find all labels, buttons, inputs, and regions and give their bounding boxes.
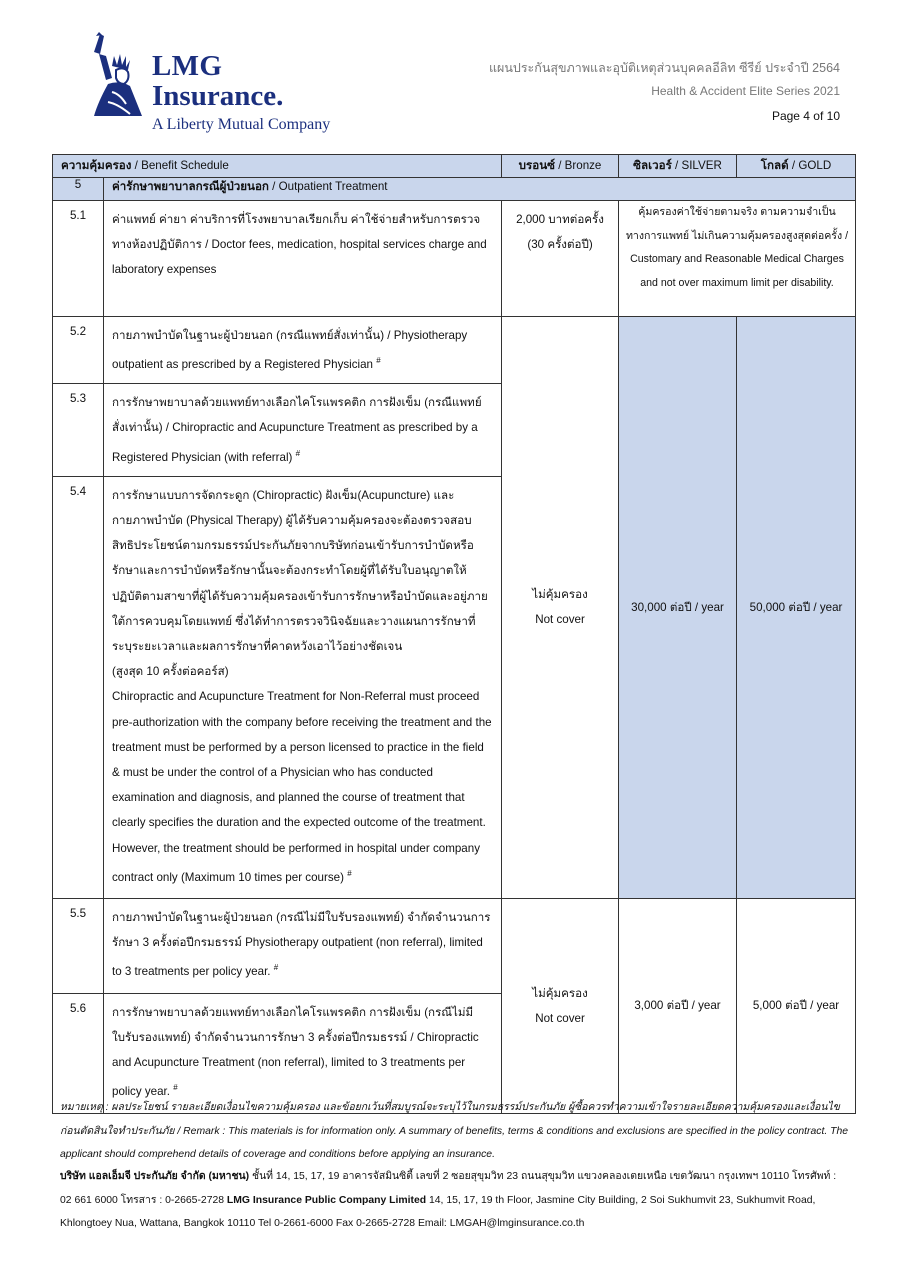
- row-text: กายภาพบำบัดในฐานะผู้ป่วยนอก (กรณีแพทย์สั่งเท่านั้น) / Physiotherapy outpatient as prescribed by a Registered Physician: [112, 329, 468, 372]
- row-description: [104, 384, 502, 476]
- header-benefit: [53, 155, 502, 178]
- header-silver-thai: ซิลเวอร์: [633, 159, 672, 172]
- row-mark: #: [295, 448, 301, 458]
- header-silver-english: / SILVER: [671, 159, 722, 172]
- bronze-value: [502, 201, 619, 317]
- row-text: Chiropractic and Acupuncture Treatment for Non-Referral must proceed pre-authorization with the company before receiving the treatment and the treatment must be performed by a person licensed to practice in the field & must be under the control of a Physician who has conducted examination and diagnosis, and planned the course of treatment that clearly specifies the duration and the expected outcome of the treatment. However, the treatment should be performed in hospital under company contract only (Maximum 10 times per course): [112, 690, 492, 884]
- row-mark: #: [273, 963, 279, 973]
- plan-title-thai: แผนประกันสุขภาพและอุบัติเหตุส่วนบุคคลอีลิท ซีรีย์ ประจำปี 2564: [488, 61, 840, 75]
- header-gold-thai: โกลด์: [760, 159, 789, 172]
- row-description: [104, 898, 502, 993]
- logo-line-2: Insurance.: [152, 80, 284, 112]
- silver-gold-value: คุ้มครองค่าใช้จ่ายตามจริง ตามความจำเป็นทางการแพทย์ ไม่เกินความคุ้มครองสูงสุดต่อครั้ง / Customary and Reasonable Medical Charges and not over maximum limit per disability.: [619, 201, 856, 317]
- bronze-value-line1: 2,000 บาทต่อครั้ง: [516, 213, 604, 226]
- company-name-thai: บริษัท แอลเอ็มจี ประกันภัย จำกัด (มหาชน): [60, 1171, 250, 1182]
- company-info: [60, 1165, 850, 1236]
- section-title-thai: ค่ารักษาพยาบาลกรณีผู้ป่วยนอก: [112, 180, 269, 193]
- header-silver: [619, 155, 737, 178]
- row-number: 5.4: [53, 476, 104, 898]
- gold-value: 50,000 ต่อปี / year: [737, 317, 856, 899]
- logo-tagline: A Liberty Mutual Company: [152, 116, 331, 133]
- company-logo: [86, 30, 376, 140]
- section-number: 5: [53, 178, 104, 201]
- row-text: การรักษาพยาบาลด้วยแพทย์ทางเลือกไคโรแพรคติก การฝังเข็ม (กรณีไม่มีใบรับรองแพทย์) จำกัดจำนวนการรักษา 3 ครั้งต่อปีกรมธรรม์ / Chiropractic and Acupuncture Treatment (non referral), limited to 3 treatments per policy year.: [112, 1005, 479, 1099]
- statue-of-liberty-icon: [86, 32, 148, 118]
- header-bronze: [502, 155, 619, 178]
- company-address-thai: ชั้นที่ 14, 15, 17, 19 อาคารจัสมินซิตี้ เลขที่ 2 ซอยสุขุมวิท 23 ถนนสุขุมวิท แขวงคลองเตยเหนือ เขตวัฒนา กรุงเทพฯ 10110 โทรศัพท์ : 02 661 6000 โทรสาร : 0-2665-2728: [60, 1171, 837, 1206]
- row-mark: #: [347, 868, 352, 878]
- row-text-limit: (สูงสุด 10 ครั้งต่อคอร์ส): [112, 665, 229, 679]
- bronze-value: [502, 317, 619, 899]
- company-address-english: 14, 15, 17, 19 th Floor, Jasmine City Building, 2 Soi Sukhumvit 23, Sukhumvit Road, Khlongtoey Nua, Wattana, Bangkok 10110 Tel 0-2661-6000 Fax 0-2665-2728 Email: LMGAH@lmginsurance.co.th: [60, 1194, 816, 1229]
- silver-value: 3,000 ต่อปี / year: [619, 898, 737, 1113]
- row-description: [104, 476, 502, 898]
- remark-text: หมายเหตุ : ผลประโยชน์ รายละเอียดเงื่อนไขความคุ้มครอง และข้อยกเว้นที่สมบูรณ์จะระบุไว้ในกรมธรรม์ประกันภัย ผู้ซื้อควรทำความเข้าใจรายละเอียดความคุ้มครองและเงื่อนไขก่อนตัดสินใจทำประกันภัย / Remark : This materials is for information only. A summary of benefits, terms & conditions and exclusions are specified in the policy contract. The applicant should comprehend details of coverage and conditions before applying an insurance.: [60, 1102, 849, 1160]
- row-description: ค่าแพทย์ ค่ายา ค่าบริการที่โรงพยาบาลเรียกเก็บ ค่าใช้จ่ายสำหรับการตรวจทางห้องปฏิบัติการ / Doctor fees, medication, hospital services charge and laboratory expenses: [104, 201, 502, 317]
- row-text: การรักษาพยาบาลด้วยแพทย์ทางเลือกไคโรแพรคติก การฝังเข็ม (กรณีแพทย์สั่งเท่านั้น) / Chiropractic and Acupuncture Treatment as prescribed by a Registered Physician (with referral): [112, 396, 482, 464]
- header-bronze-thai: บรอนซ์: [518, 159, 555, 172]
- table-row: [53, 201, 856, 317]
- benefit-table: [52, 154, 856, 1114]
- table-row: [53, 317, 856, 384]
- row-number: 5.6: [53, 993, 104, 1113]
- gold-value: 5,000 ต่อปี / year: [737, 898, 856, 1113]
- logo-line-1: LMG: [152, 50, 223, 82]
- header-benefit-english: / Benefit Schedule: [131, 159, 229, 172]
- bronze-value-english: Not cover: [535, 1011, 585, 1025]
- row-text-english: [112, 684, 493, 889]
- table-row: [53, 898, 856, 993]
- plan-title-english: Health & Accident Elite Series 2021: [651, 84, 840, 98]
- header-bronze-english: / Bronze: [554, 159, 602, 172]
- bronze-value-line2: (30 ครั้งต่อปี): [527, 238, 593, 251]
- header-benefit-thai: ความคุ้มครอง: [61, 159, 132, 172]
- section-title: [104, 178, 856, 201]
- row-number: 5.3: [53, 384, 104, 476]
- row-mark: #: [376, 356, 381, 366]
- bronze-value-thai: ไม่คุ้มครอง: [532, 588, 588, 602]
- section-row: [53, 178, 856, 201]
- company-name-english: LMG Insurance Public Company Limited: [226, 1194, 427, 1206]
- row-number: 5.2: [53, 317, 104, 384]
- row-text: กายภาพบำบัดในฐานะผู้ป่วยนอก (กรณีไม่มีใบรับรองแพทย์) จำกัดจำนวนการรักษา 3 ครั้งต่อปีกรมธรรม์ Physiotherapy outpatient (non referral), limited to 3 treatments per policy year.: [112, 910, 491, 978]
- row-description: [104, 317, 502, 384]
- silver-value: 30,000 ต่อปี / year: [619, 317, 737, 899]
- header-gold: [737, 155, 856, 178]
- row-number: 5.1: [53, 201, 104, 317]
- page-number: Page 4 of 10: [771, 109, 840, 123]
- section-title-english: / Outpatient Treatment: [268, 180, 388, 193]
- row-number: 5.5: [53, 898, 104, 993]
- row-text-thai: การรักษาแบบการจัดกระดูก (Chiropractic) ฝังเข็ม(Acupuncture) และกายภาพบำบัด (Physical Therapy) ผู้ได้รับความคุ้มครองจะต้องตรวจสอบสิทธิประโยชน์ตามกรมธรรม์ประกันภัยจากบริษัทก่อนเข้ารับการบำบัดหรือรักษาและการบำบัดหรือรักษานั้นจะต้องกระทำโดยผู้ที่ได้รับใบอนุญาตให้ปฏิบัติตามสาขาที่ผู้ได้รับความคุ้มครองเข้ารับการรักษาหรือบำบัดและอยู่ภายใต้การควบคุมโดยแพทย์ ซึ่งได้ทำการตรวจวินิจฉัยและวางแผนการรักษาที่ระบุระยะเวลาและผลการรักษาที่คาดหวังเอาไว้อย่างชัดเจน: [112, 488, 488, 653]
- bronze-value: [502, 898, 619, 1113]
- row-mark: #: [173, 1083, 178, 1093]
- bronze-value-thai: ไม่คุ้มครอง: [532, 986, 588, 1000]
- bronze-value-english: Not cover: [535, 613, 585, 627]
- table-header-row: [53, 155, 856, 178]
- header-gold-english: / GOLD: [788, 159, 832, 172]
